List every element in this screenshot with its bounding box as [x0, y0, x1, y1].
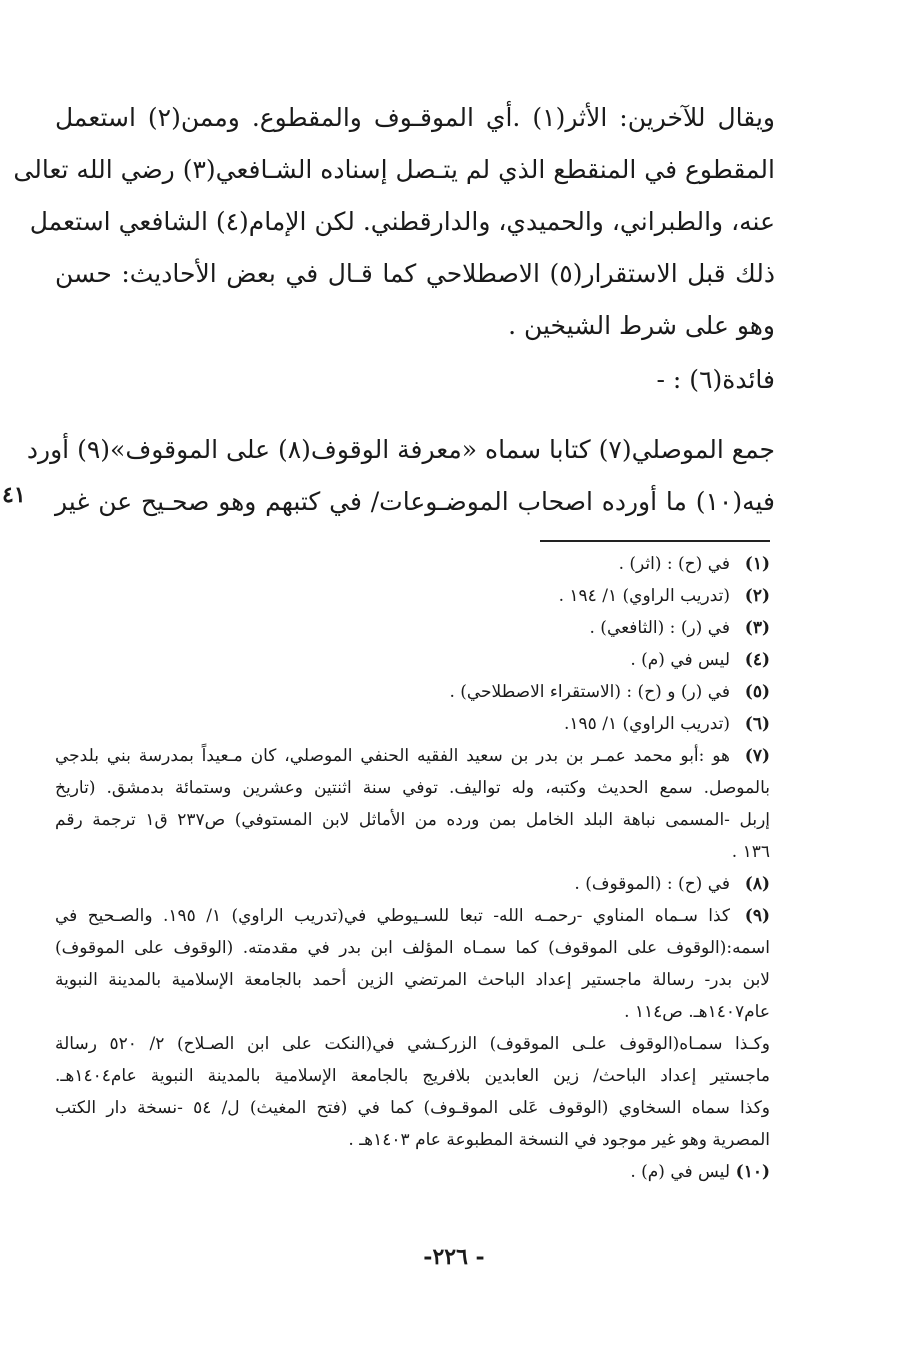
footnote — [55, 548, 770, 580]
footnote-separator — [540, 540, 770, 542]
footnote — [55, 900, 770, 1156]
footnote-number: (٨) — [744, 874, 770, 894]
footnote — [55, 740, 770, 868]
text-line: ويقال للآخرين: الأثر(١) .أي الموقـوف والمقطوع. وممن(٢) استعمل — [55, 103, 775, 132]
footnotes — [55, 548, 770, 1188]
text-line: فيه(١٠) ما أورده اصحاب الموضـوعات/ في كتبهم وهو صحـيح عن غير — [55, 487, 775, 516]
faida-heading: فائدة(٦) : - — [656, 365, 775, 394]
footnote-text: ليس في (م) . — [630, 1162, 730, 1182]
footnote-line: عام١٤٠٧هـ. ص١١٤ . — [624, 1002, 770, 1022]
footnote-number: (٥) — [744, 682, 770, 702]
footnote-line: بالموصل. سمع الحديث وكتبه، وله تواليف. توفي سنة اثنتين وعشرين وستمائة بدمشق. (تاريخ — [55, 778, 770, 798]
page-number: - ٢٢٦- — [423, 1244, 485, 1270]
text-line: ذلك قبل الاستقرار(٥) الاصطلاحي كما قـال في بعض الأحاديث: حسن — [55, 259, 775, 288]
margin-folio-mark: ٤١ — [2, 482, 26, 508]
footnote — [55, 868, 770, 900]
text-line: جمع الموصلي(٧) كتابا سماه «معرفة الوقوف(٨) على الموقوف»(٩) أورد — [26, 435, 775, 464]
footnote — [55, 676, 770, 708]
footnote-number: (١) — [744, 554, 770, 574]
footnote-text: هو :أبو محمد عمـر بن بدر بن سعيد الفقيه الحنفي الموصلي، كان مـعيداً بمدرسة بني بلدجي — [55, 746, 730, 766]
footnote-line: لابن بدر- رسالة ماجستير إعداد الباحث المرتضي الزين أحمد بالجامعة الإسلامية بالمدينة النبوية — [55, 970, 770, 990]
footnote-number: (٦) — [744, 714, 770, 734]
footnote-number: (٤) — [744, 650, 770, 670]
footnote-line: وكذا سماه السخاوي (الوقوف عَلى الموقـوف) كما في (فتح المغيث) ل/ ٥٤ -نسخة دار الكتب — [55, 1098, 770, 1118]
footnote-line — [55, 740, 770, 772]
footnote-number: (٢) — [744, 586, 770, 606]
footnote-text: (تدريب الراوي) ١/ ١٩٥. — [564, 714, 730, 734]
footnote-text: ليس في (م) . — [630, 650, 730, 670]
footnote — [55, 1156, 770, 1188]
footnote-number: (١٠) — [735, 1162, 770, 1182]
footnote — [55, 612, 770, 644]
footnote — [55, 580, 770, 612]
footnote-number: (٧) — [744, 746, 770, 766]
footnote-text: في (ح) : (الموقوف) . — [574, 874, 730, 894]
footnote-line: وكـذا سمـاه(الوقوف علـى الموقوف) الزركـشي في(النكت على ابن الصـلاح) ٢/ ٥٢٠ رسالة — [55, 1034, 770, 1054]
main-text-block — [13, 92, 775, 352]
footnote — [55, 644, 770, 676]
footnote-line — [55, 900, 770, 932]
footnote — [55, 708, 770, 740]
footnote-number: (٩) — [744, 906, 770, 926]
text-line: وهو على شرط الشيخين . — [508, 311, 775, 340]
footnote-text: في (ح) : (اثر) . — [618, 554, 730, 574]
footnote-line: المصرية وهو غير موجود في النسخة المطبوعة عام ١٤٠٣هـ . — [348, 1130, 770, 1150]
footnote-line: اسمه:(الوقوف على الموقوف) كما سمـاه المؤلف ابن بدر في مقدمته. (الوقوف على الموقوف) — [55, 938, 770, 958]
footnote-line: إربل -المسمى نباهة البلد الخامل بمن ورده من الأماثل لابن المستوفي) ص٢٣٧ ق١ ترجمة رقم — [55, 810, 771, 830]
footnote-number: (٣) — [744, 618, 770, 638]
footnote-text: في (ر) و (ح) : (الاستقراء الاصطلاحي) . — [449, 682, 730, 702]
footnote-text: كذا سـماه المناوي -رحمـه الله- تبعا للسـيوطي في(تدريب الراوي) ١/ ١٩٥. والصـحيح في — [55, 906, 730, 926]
text-line: المقطوع في المنقطع الذي لم يتـصل إسناده الشـافعي(٣) رضي الله تعالى — [13, 155, 775, 184]
footnote-text: (تدريب الراوي) ١/ ١٩٤ . — [558, 586, 730, 606]
main-text-block-2 — [26, 424, 775, 528]
footnote-line: ماجستير إعداد الباحث/ زين العابدين بلافريج بالجامعة الإسلامية بالمدينة النبوية عام١٤٠٤هـ. — [55, 1066, 770, 1086]
footnote-text: في (ر) : (الثافعي) . — [589, 618, 730, 638]
text-line: عنه، والطبراني، والحميدي، والدارقطني. لكن الإمام(٤) الشافعي استعمل — [29, 207, 775, 236]
footnote-line: ١٣٦ . — [731, 842, 770, 862]
